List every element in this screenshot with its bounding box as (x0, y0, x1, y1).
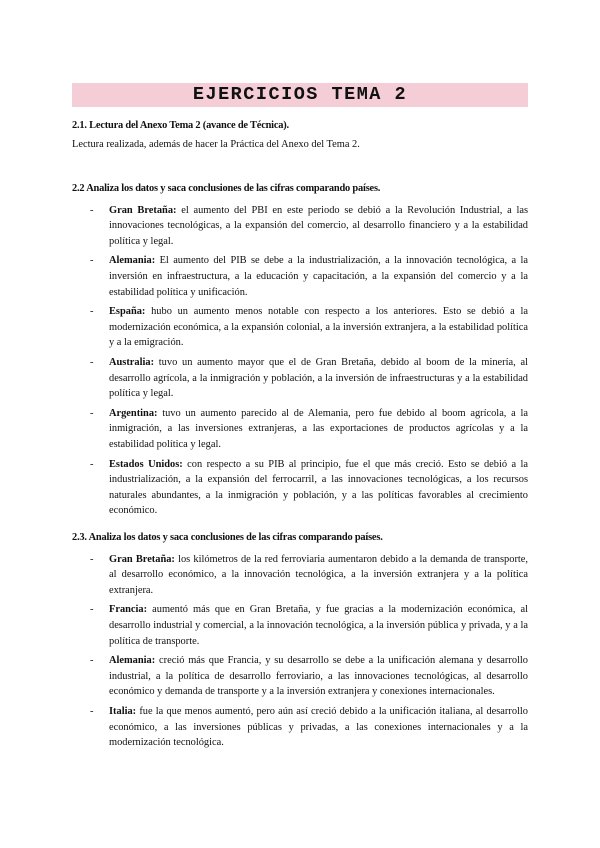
list-item (72, 355, 528, 402)
bullet-dash: - (90, 306, 94, 318)
list-item (72, 203, 528, 250)
page-title: EJERCICIOS TEMA 2 (192, 84, 408, 105)
bullet-dash: - (90, 604, 94, 616)
country-name: Italia: (109, 705, 137, 717)
bullet-dash: - (90, 204, 94, 216)
item-text: tuvo un aumento parecido al de Alemania, pero fue debido al boom agrícola, a la inmigración, a las inversiones extranjeras, a las exportaciones de productos agrícolas y a la estabilidad política y legal. (109, 407, 528, 450)
list-item (72, 602, 528, 649)
country-list (72, 203, 528, 519)
country-name: Alemania: (109, 255, 156, 267)
list-item (72, 653, 528, 700)
item-text: los kilómetros de la red ferroviaria aumentaron debido a la demanda de transporte, al desarrollo económico, a la innovación tecnológica, a la inversión extranjera y a la política extranjera. (109, 553, 528, 596)
section-2-1 (72, 118, 528, 152)
country-name: Francia: (109, 604, 148, 616)
section-text: Lectura realizada, además de hacer la Práctica del Anexo del Tema 2. (72, 138, 360, 150)
country-name: España: (109, 306, 146, 318)
bullet-dash: - (90, 655, 94, 667)
country-name: Estados Unidos: (109, 458, 183, 470)
list-item (72, 552, 528, 599)
list-item (72, 704, 528, 751)
country-name: Argentina: (109, 407, 158, 419)
title-highlight (72, 83, 528, 107)
item-text: El aumento del PIB se debe a la industrialización, a la innovación tecnológica, a la inversión en infraestructura, a la educación y capacitación, a la expansión del comercio y a la estabilidad política y unificación. (109, 255, 528, 298)
item-text: hubo un aumento menos notable con respecto a los anteriores. Esto se debió a la modernización económica, a la expansión colonial, a la inversión extranjera, a la estabilidad política y a la emigración. (109, 306, 528, 349)
section-heading: 2.2 Analiza los datos y saca conclusiones de las cifras comparando países. (72, 183, 381, 194)
country-name: Australia: (109, 356, 155, 368)
section-heading: 2.1. Lectura del Anexo Tema 2 (avance de Técnica). (72, 120, 289, 131)
bullet-dash: - (90, 553, 94, 565)
bullet-dash: - (90, 356, 94, 368)
list-item (72, 457, 528, 519)
list-item (72, 304, 528, 351)
item-text: creció más que Francia, y su desarrollo se debe a la unificación alemana y desarrollo industrial, a la política de desarrollo ferroviario, a las innovaciones tecnológicas, al desarrollo económico y demanda de transporte y a la inversión extranjera y conexiones internacionales. (109, 655, 528, 698)
bullet-dash: - (90, 255, 94, 267)
list-item (72, 406, 528, 453)
item-text: fue la que menos aumentó, pero aún así creció debido a la unificación italiana, al desarrollo económico, a las inversiones públicas y privadas, a las conexiones internacionales y a la modernización tecnológica. (109, 705, 528, 749)
bullet-dash: - (90, 458, 94, 470)
country-name: Gran Bretaña: (109, 553, 175, 565)
country-list (72, 552, 528, 751)
bullet-dash: - (90, 705, 94, 717)
country-name: Alemania: (109, 655, 156, 667)
country-name: Gran Bretaña: (109, 204, 177, 216)
item-text: el aumento del PBI en este periodo se debió a la Revolución Industrial, a las innovaciones tecnológicas, a la expansión del comercio, al desarrollo financiero y a la estabilidad política y legal. (109, 204, 528, 247)
bullet-dash: - (90, 407, 94, 419)
item-text: con respecto a su PIB al principio, fue el que más creció. Esto se debió a la industrialización, a la expansión del ferrocarril, a las innovaciones tecnológicas, a los recursos naturales abundantes, a la inmigración y población, y a las políticas favorables al crecimiento económico. (109, 458, 528, 517)
section-heading: 2.3. Analiza los datos y saca conclusiones de las cifras comparando países. (72, 532, 383, 543)
item-text: tuvo un aumento mayor que el de Gran Bretaña, debido al boom de la minería, al desarrollo agrícola, a la inmigración y población, a la inversión de infraestructuras y a la estabilidad política y legal. (109, 356, 528, 400)
section-2-2 (72, 181, 528, 523)
section-2-3 (72, 530, 528, 755)
item-text: aumentó más que en Gran Bretaña, y fue gracias a la modernización económica, al desarrollo industrial y comercial, a la innovación tecnológica, a la inversión pública y privada, y a la política de transporte. (109, 604, 528, 647)
list-item (72, 253, 528, 300)
